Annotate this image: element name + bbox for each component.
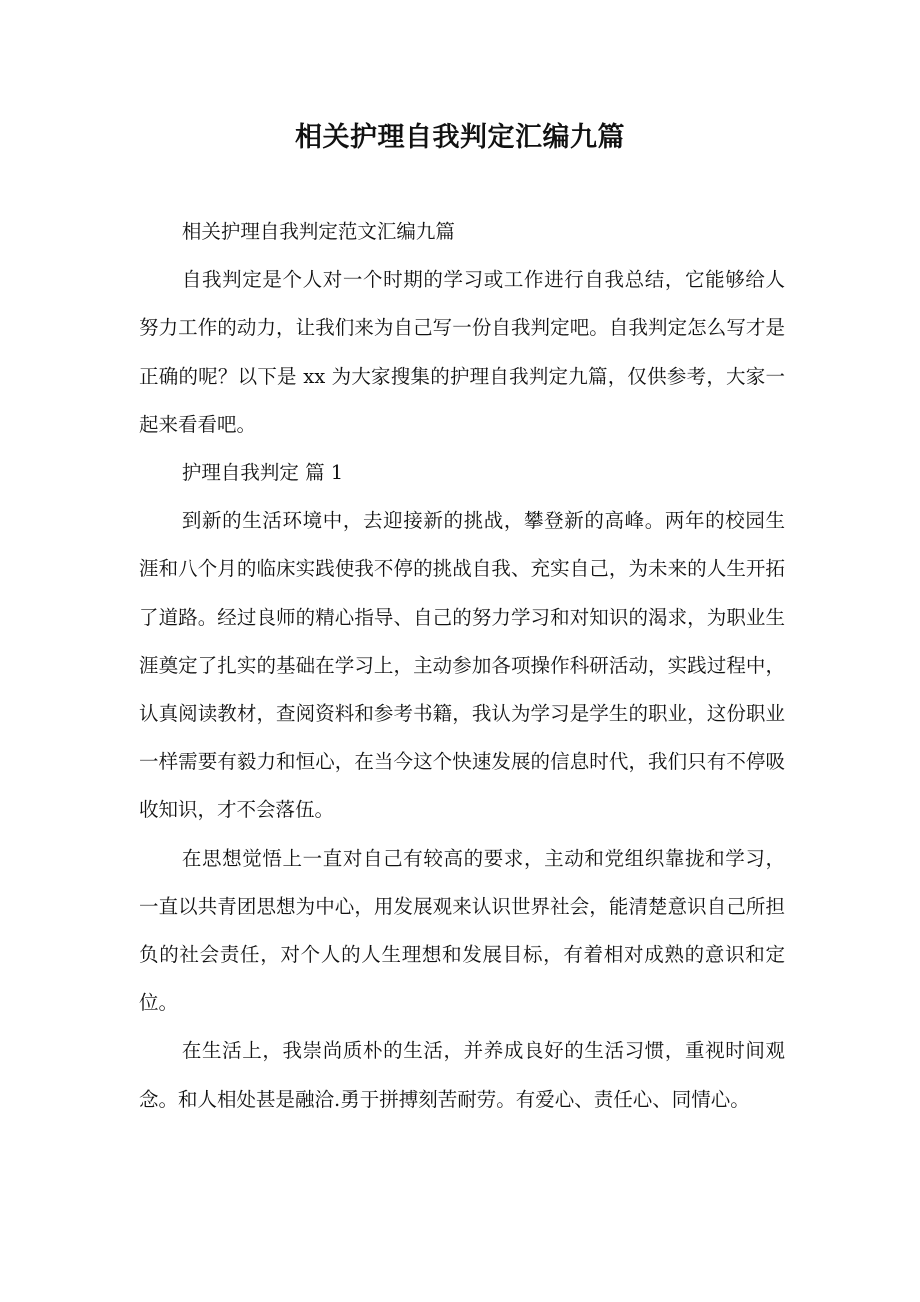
paragraph-study: 到新的生活环境中，去迎接新的挑战，攀登新的高峰。两年的校园生涯和八个月的临床实践使我不停的挑战自我、充实自己，为未来的人生开拓了道路。经过良师的精心指导、自己的努力学习和对知识的渴求，为职业生涯奠定了扎实的基础在学习上，主动参加各项操作科研活动，实践过程中，认真阅读教材，查阅资料和参考书籍，我认为学习是学生的职业，这份职业一样需要有毅力和恒心，在当今这个快速发展的信息时代，我们只有不停吸收知识，才不会落伍。: [139, 509, 785, 822]
section-heading-1: 护理自我判定 篇 1: [181, 461, 344, 485]
paragraph-subtitle: 相关护理自我判定范文汇编九篇: [181, 220, 455, 243]
paragraph-life: 在生活上，我崇尚质朴的生活，并养成良好的生活习惯，重视时间观念。和人相处甚是融洽.勇于拼搏刻苦耐劳。有爱心、责任心、同情心。: [139, 1039, 785, 1111]
paragraph-thought: 在思想觉悟上一直对自己有较高的要求，主动和党组织靠拢和学习，一直以共青团思想为中心，用发展观来认识世界社会，能清楚意识自己所担负的社会责任，对个人的人生理想和发展目标，有着相对成熟的意识和定位。: [139, 846, 785, 1015]
document-title: 相关护理自我判定汇编九篇: [295, 122, 625, 153]
document-body: [139, 208, 785, 1124]
paragraph-intro: 自我判定是个人对一个时期的学习或工作进行自我总结，它能够给人努力工作的动力，让我们来为自己写一份自我判定吧。自我判定怎么写才是正确的呢？以下是 xx 为大家搜集的护理自我判定九篇，仅供参考，大家一起来看看吧。: [139, 268, 785, 436]
